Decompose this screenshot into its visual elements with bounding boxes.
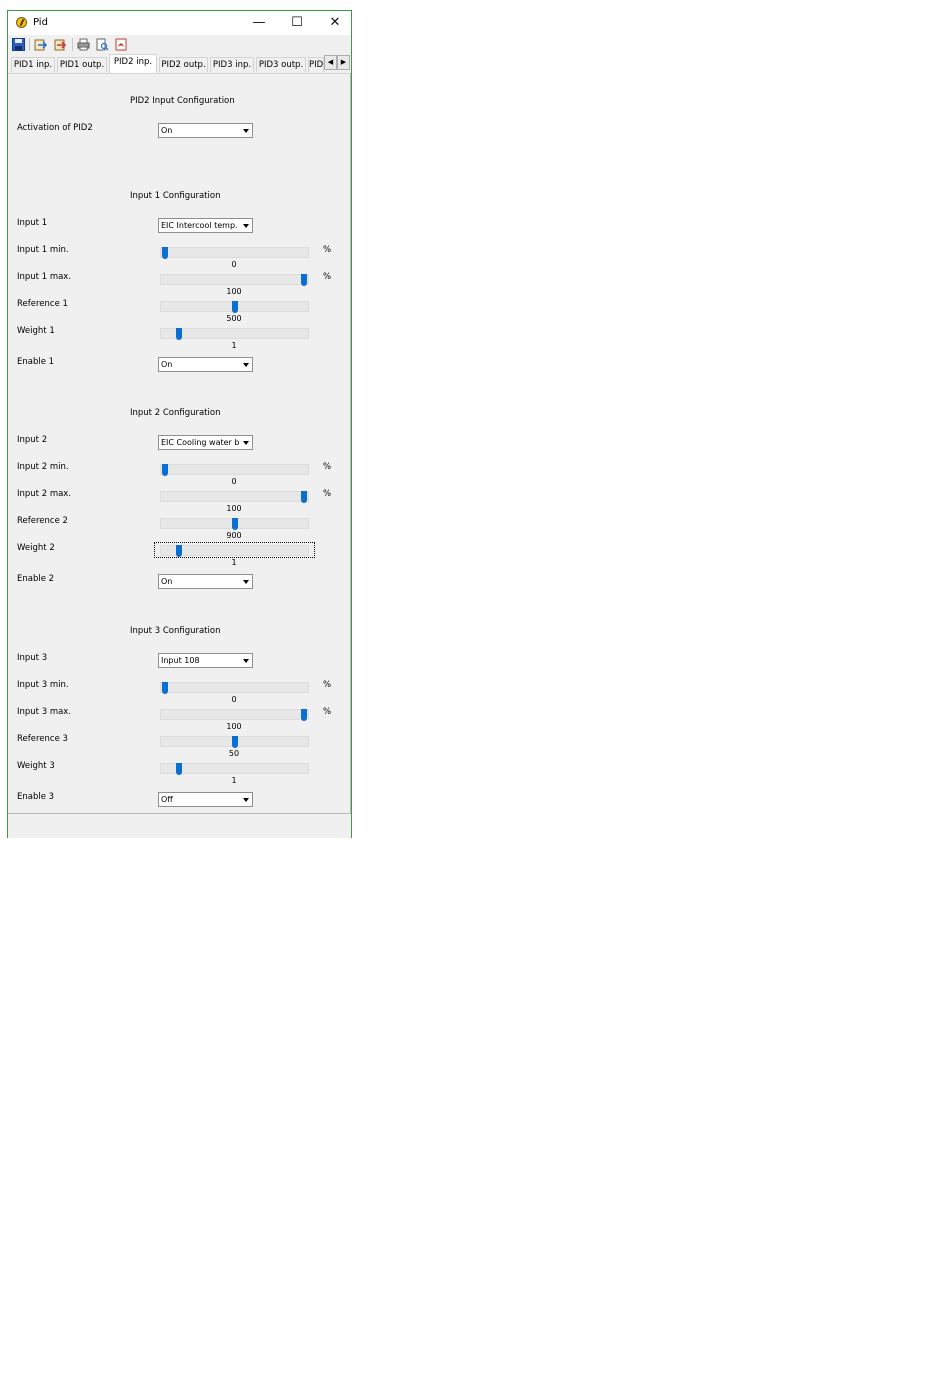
input1-section-title: Input 1 Configuration <box>130 191 221 201</box>
enable3-select[interactable] <box>158 792 253 807</box>
input3-min-slider[interactable] <box>160 682 309 693</box>
input2-label: Input 2 <box>17 435 48 445</box>
weight2-value: 1 <box>231 558 237 567</box>
tab-scroll-left-button[interactable]: ◀ <box>324 55 337 70</box>
input1-label: Input 1 <box>17 218 48 228</box>
input3-select[interactable] <box>158 653 253 668</box>
chevron-down-icon <box>243 798 249 802</box>
reference1-value: 500 <box>226 314 242 323</box>
input1-max-unit: % <box>323 272 332 282</box>
input3-min-unit: % <box>323 680 332 690</box>
input2-section-title: Input 2 Configuration <box>130 408 221 418</box>
import-icon[interactable] <box>34 38 47 51</box>
chevron-down-icon <box>243 580 249 584</box>
chevron-down-icon <box>243 224 249 228</box>
pid2-input-panel <box>8 73 351 813</box>
pid-window <box>7 10 352 838</box>
chevron-down-icon <box>243 363 249 367</box>
pdf-icon[interactable] <box>115 38 128 51</box>
input3-section-title: Input 3 Configuration <box>130 626 221 636</box>
weight3-label: Weight 3 <box>17 761 55 771</box>
reference3-value: 50 <box>228 749 240 758</box>
weight1-label: Weight 1 <box>17 326 55 336</box>
reference2-value: 900 <box>226 531 242 540</box>
input2-max-unit: % <box>323 489 332 499</box>
reference1-label: Reference 1 <box>17 299 68 309</box>
chevron-down-icon <box>243 129 249 133</box>
reference1-slider[interactable] <box>160 301 309 312</box>
slider-thumb[interactable] <box>232 518 238 530</box>
enable3-label: Enable 3 <box>17 792 55 802</box>
input2-max-label: Input 2 max. <box>17 489 72 499</box>
slider-thumb[interactable] <box>232 736 238 748</box>
chevron-down-icon <box>243 441 249 445</box>
input3-min-value: 0 <box>231 695 237 704</box>
close-button[interactable]: ✕ <box>329 15 341 30</box>
tab-pid3-outp[interactable]: PID3 outp. <box>256 57 306 72</box>
input1-max-slider[interactable] <box>160 274 309 285</box>
weight1-slider[interactable] <box>160 328 309 339</box>
weight2-label: Weight 2 <box>17 543 55 553</box>
input2-select-value: EIC Cooling water b <box>161 438 240 447</box>
slider-thumb[interactable] <box>176 328 182 340</box>
enable2-label: Enable 2 <box>17 574 55 584</box>
window-title: Pid <box>33 17 48 28</box>
enable2-select-value: On <box>161 577 173 586</box>
slider-thumb[interactable] <box>301 709 307 721</box>
slider-thumb[interactable] <box>176 545 182 557</box>
input3-min-label: Input 3 min. <box>17 680 69 690</box>
reference3-slider[interactable] <box>160 736 309 747</box>
tab-scroll-right-button[interactable]: ▶ <box>337 55 350 70</box>
maximize-button[interactable]: ☐ <box>291 15 303 30</box>
slider-thumb[interactable] <box>162 464 168 476</box>
input3-max-value: 100 <box>226 722 242 731</box>
enable3-select-value: Off <box>161 795 173 804</box>
input1-select-value: EIC Intercool temp. <box>161 221 238 230</box>
input1-max-label: Input 1 max. <box>17 272 72 282</box>
activation-label: Activation of PID2 <box>17 123 93 133</box>
activation-select[interactable] <box>158 123 253 138</box>
input2-min-value: 0 <box>231 477 237 486</box>
slider-thumb[interactable] <box>162 247 168 259</box>
weight1-value: 1 <box>231 341 237 350</box>
tab-pid3-inp[interactable]: PID3 inp. <box>210 57 254 72</box>
input2-min-slider[interactable] <box>160 464 309 475</box>
enable1-select[interactable] <box>158 357 253 372</box>
enable1-select-value: On <box>161 360 173 369</box>
toolbar-separator <box>72 38 73 51</box>
reference3-label: Reference 3 <box>17 734 68 744</box>
print-preview-icon[interactable] <box>96 38 109 51</box>
tab-pid-truncated[interactable]: PID <box>308 57 324 72</box>
app-icon <box>16 17 27 28</box>
input1-min-value: 0 <box>231 260 237 269</box>
print-icon[interactable] <box>77 38 90 51</box>
input1-min-label: Input 1 min. <box>17 245 69 255</box>
input1-max-value: 100 <box>226 287 242 296</box>
enable1-label: Enable 1 <box>17 357 55 367</box>
input3-select-value: Input 108 <box>161 656 200 665</box>
tab-pid2-outp[interactable]: PID2 outp. <box>159 57 208 72</box>
input2-max-value: 100 <box>226 504 242 513</box>
tab-strip <box>8 54 351 73</box>
input1-select[interactable] <box>158 218 253 233</box>
input2-min-unit: % <box>323 462 332 472</box>
input3-max-slider[interactable] <box>160 709 309 720</box>
activation-select-value: On <box>161 126 173 135</box>
input1-min-unit: % <box>323 245 332 255</box>
toolbar <box>8 35 351 54</box>
slider-thumb[interactable] <box>162 682 168 694</box>
slider-thumb[interactable] <box>301 491 307 503</box>
tab-pid2-inp[interactable]: PID2 inp. <box>109 54 157 73</box>
minimize-button[interactable]: — <box>252 15 266 30</box>
reference2-slider[interactable] <box>160 518 309 529</box>
input1-min-slider[interactable] <box>160 247 309 258</box>
pid2-section-title: PID2 Input Configuration <box>130 96 235 106</box>
save-icon[interactable] <box>12 38 25 51</box>
export-icon[interactable] <box>54 38 67 51</box>
slider-thumb[interactable] <box>232 301 238 313</box>
input3-max-unit: % <box>323 707 332 717</box>
reference2-label: Reference 2 <box>17 516 68 526</box>
input2-max-slider[interactable] <box>160 491 309 502</box>
input3-max-label: Input 3 max. <box>17 707 72 717</box>
input3-label: Input 3 <box>17 653 48 663</box>
toolbar-separator <box>29 38 30 51</box>
enable2-select[interactable] <box>158 574 253 589</box>
tab-pid1-inp[interactable]: PID1 inp. <box>11 57 55 72</box>
chevron-down-icon <box>243 659 249 663</box>
slider-thumb[interactable] <box>176 763 182 775</box>
title-bar[interactable] <box>8 11 351 35</box>
input2-select[interactable] <box>158 435 253 450</box>
weight3-slider[interactable] <box>160 763 309 774</box>
input2-min-label: Input 2 min. <box>17 462 69 472</box>
tab-pid1-outp[interactable]: PID1 outp. <box>57 57 107 72</box>
status-bar <box>8 813 351 838</box>
slider-thumb[interactable] <box>301 274 307 286</box>
weight3-value: 1 <box>231 776 237 785</box>
weight2-slider[interactable] <box>160 545 309 556</box>
